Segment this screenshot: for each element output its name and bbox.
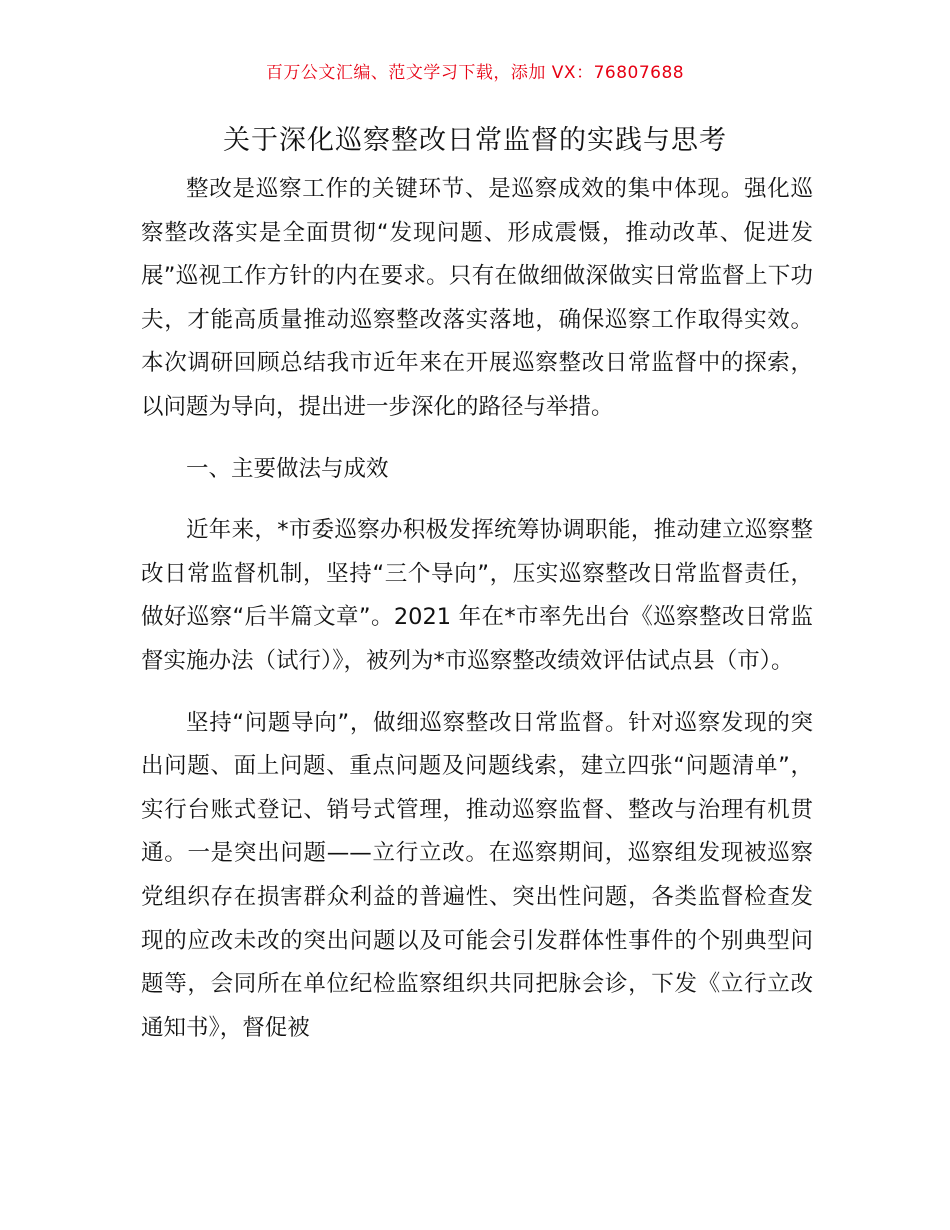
paragraph-problem-orientation: 坚持“问题导向”，做细巡察整改日常监督。针对巡察发现的突出问题、面上问题、重点问题及问题线索，建立四张“问题清单”，实行台账式登记、销号式管理，推动巡察监督、整改与治理有机贯通。一是突出问题——立行立改。在巡察期间，巡察组发现被巡察党组织存在损害群众利益的普遍性、突出性问题，各类监督检查发现的应改未改的突出问题以及可能会引发群体性事件的个别典型问题等，会同所在单位纪检监察组织共同把脉会诊，下发《立行立改通知书》，督促被 [141,709,813,1041]
section-heading: 一、主要做法与成效 [186,455,389,482]
document-title: 关于深化巡察整改日常监督的实践与思考 [223,125,727,156]
paragraph-intro: 整改是巡察工作的关键环节、是巡察成效的集中体现。强化巡察整改落实是全面贯彻“发现问题、形成震慑，推动改革、促进发展”巡视工作方针的内在要求。只有在做细做深做实日常监督上下功夫，才能高质量推动巡察整改落实落地，确保巡察工作取得实效。本次调研回顾总结我市近年来在开展巡察整改日常监督中的探索，以问题为导向，提出进一步深化的路径与举措。 [141,176,813,420]
document-body [141,168,813,1050]
paragraph-overview: 近年来，*市委巡察办积极发挥统筹协调职能，推动建立巡察整改日常监督机制，坚持“三个导向”，压实巡察整改日常监督责任，做好巡察“后半篇文章”。2021 年在*市率先出台《巡察整改日常监督实施办法（试行）》，被列为*市巡察整改绩效评估试点县（市）。 [141,517,813,674]
watermark-banner: 百万公文汇编、范文学习下载，添加 VX：76807688 [265,63,685,83]
